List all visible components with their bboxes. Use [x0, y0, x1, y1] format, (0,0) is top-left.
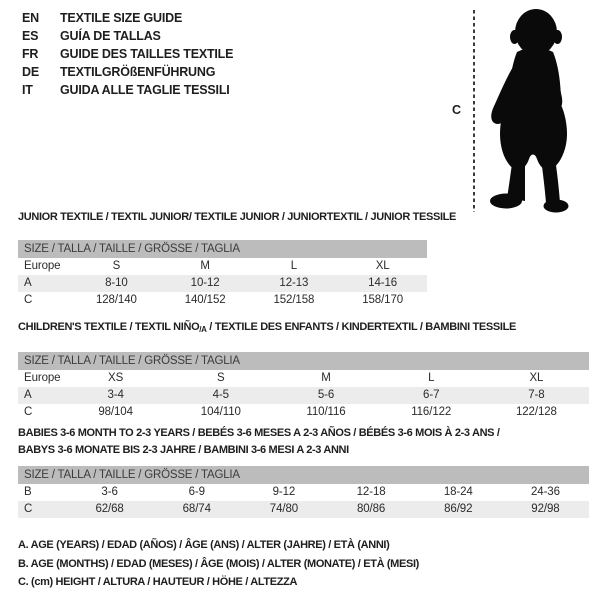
table-row	[18, 370, 589, 387]
table-cell: 3-4	[107, 389, 124, 401]
note-age-years: A. AGE (YEARS) / EDAD (AÑOS) / ÂGE (ANS) / ALTER (JAHRE) / ETÀ (ANNI)	[18, 539, 390, 551]
table-cell: 12-18	[356, 486, 386, 498]
table-cell: 62/68	[95, 503, 124, 515]
babies-table-title-line1: BABIES 3-6 MONTH TO 2-3 YEARS / BEBÉS 3-6 MESES A 2-3 AÑOS / BÉBÉS 3-6 MOIS À 2-3 ANS /	[18, 427, 500, 439]
junior-size-table	[18, 240, 427, 309]
language-row-fr	[22, 45, 233, 63]
table-cell: 80/86	[356, 503, 386, 515]
table-row	[18, 292, 427, 309]
table-cell: 104/110	[200, 406, 241, 418]
table-row	[18, 484, 589, 501]
note-age-months: B. AGE (MONTHS) / EDAD (MESES) / ÂGE (MOIS) / ALTER (MONATE) / ETÀ (MESI)	[18, 557, 419, 570]
children-size-table	[18, 352, 589, 421]
babies-table-title-line2: BABYS 3-6 MONATE BIS 2-3 JAHRE / BAMBINI 3-6 MESI A 2-3 ANNI	[18, 444, 349, 456]
table-cell: 92/98	[531, 503, 560, 515]
row-label: B	[24, 486, 32, 498]
language-title: GUIDA ALLE TAGLIE TESSILI	[60, 83, 230, 97]
table-cell: L	[290, 260, 298, 272]
language-code: DE	[22, 65, 39, 79]
language-title: TEXTILE SIZE GUIDE	[60, 11, 183, 25]
table-cell: 9-12	[272, 486, 296, 498]
table-row	[18, 275, 427, 292]
table-cell: 152/158	[273, 294, 315, 306]
children-title-pre: CHILDREN'S TEXTILE / TEXTIL NIÑO	[18, 321, 200, 333]
table-cell: S	[112, 260, 121, 272]
row-label: Europe	[24, 372, 61, 384]
table-cell: 116/122	[411, 406, 452, 418]
table-cell: 7-8	[528, 389, 545, 401]
table-cell: 4-5	[212, 389, 229, 401]
table-cell: M	[321, 372, 331, 384]
row-label: C	[24, 294, 33, 306]
height-measure-label: C	[452, 103, 462, 117]
table-cell: 6-7	[423, 389, 440, 401]
table-cell: 5-6	[317, 389, 335, 401]
babies-size-table	[18, 466, 589, 518]
row-label: C	[24, 503, 33, 515]
children-title-sub: /A	[199, 325, 207, 334]
language-row-es	[22, 27, 233, 45]
table-cell: 6-9	[188, 486, 205, 498]
row-label: A	[24, 389, 32, 401]
table-cell: 158/170	[362, 294, 404, 306]
language-title: GUIDE DES TAILLES TEXTILE	[60, 47, 234, 61]
table-row	[18, 404, 589, 421]
size-header-bar: SIZE / TALLA / TAILLE / GRÖSSE / TAGLIA	[18, 352, 589, 370]
language-code: ES	[22, 29, 39, 43]
table-cell: XL	[529, 372, 544, 384]
language-list	[22, 9, 233, 99]
table-cell: 10-12	[190, 277, 220, 289]
table-cell: XS	[108, 372, 124, 384]
table-row	[18, 258, 427, 275]
table-cell: 18-24	[443, 486, 473, 498]
legend-notes	[18, 536, 419, 592]
size-header-bar: SIZE / TALLA / TAILLE / GRÖSSE / TAGLIA	[18, 466, 589, 484]
language-row-de	[22, 63, 233, 81]
table-cell: 68/74	[182, 503, 211, 515]
table-cell: L	[428, 372, 435, 384]
table-cell: 86/92	[444, 503, 473, 515]
size-header-bar: SIZE / TALLA / TAILLE / GRÖSSE / TAGLIA	[18, 240, 427, 258]
baby-silhouette-graphic	[479, 6, 589, 216]
row-label: Europe	[24, 260, 61, 272]
table-cell: 122/128	[515, 406, 557, 418]
table-cell: 98/104	[98, 406, 133, 418]
table-cell: 128/140	[95, 294, 137, 306]
language-code: FR	[22, 47, 39, 61]
table-cell: S	[217, 372, 225, 384]
language-code: IT	[22, 83, 33, 97]
language-row-it	[22, 81, 233, 99]
table-cell: 12-13	[279, 277, 309, 289]
language-code: EN	[22, 11, 39, 25]
baby-silhouette	[479, 6, 589, 216]
table-row	[18, 501, 589, 518]
language-row-en	[22, 9, 233, 27]
children-title-post: / TEXTILE DES ENFANTS / KINDERTEXTIL / BAMBINI TESSILE	[206, 321, 516, 333]
height-measure-dashed-line	[473, 10, 475, 212]
table-cell: 3-6	[101, 486, 118, 498]
table-row	[18, 387, 589, 404]
table-cell: M	[200, 260, 210, 272]
table-cell: 8-10	[105, 277, 128, 289]
note-height-cm: C. (cm) HEIGHT / ALTURA / HAUTEUR / HÖHE / ALTEZZA	[18, 576, 298, 588]
junior-table-title: JUNIOR TEXTILE / TEXTIL JUNIOR/ TEXTILE JUNIOR / JUNIORTEXTIL / JUNIOR TESSILE	[18, 211, 457, 223]
row-label: A	[24, 277, 32, 289]
table-cell: 14-16	[368, 277, 398, 289]
table-cell: 140/152	[184, 294, 226, 306]
table-cell: XL	[375, 260, 390, 272]
language-title: TEXTILGRÖßENFÜHRUNG	[60, 65, 216, 79]
table-cell: 110/116	[306, 406, 346, 418]
table-cell: 24-36	[530, 486, 560, 498]
children-table-title	[18, 321, 516, 334]
table-cell: 74/80	[269, 503, 299, 515]
row-label: C	[24, 406, 33, 418]
language-title: GUÍA DE TALLAS	[60, 29, 161, 43]
